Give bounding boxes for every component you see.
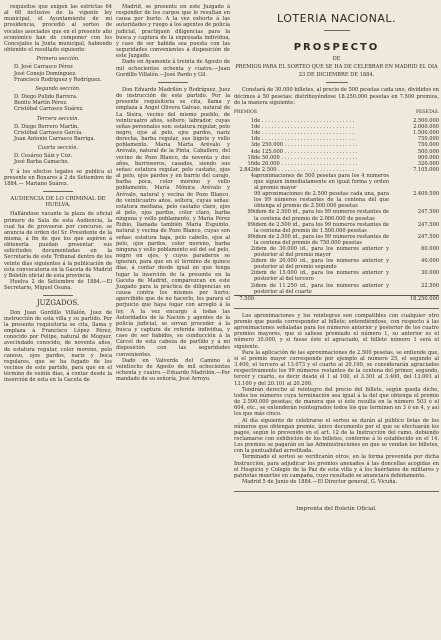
prospect-body [234, 313, 439, 485]
prize-description: ídem de 2.500 íd., para los 99 números restantes de la centena del premio de 1.500.000 pesetas [254, 221, 389, 234]
name-line: D. Diego Borrero Martín. [14, 123, 79, 130]
name-line: Francisco Rodríguez y Rodríguez. [14, 76, 102, 83]
name-line: Juan Antonio Carrasco Barriga. [14, 135, 96, 142]
divider [43, 295, 73, 296]
prize-row [234, 258, 439, 270]
prize-amount: 30.000 [421, 270, 439, 277]
section-heading: Segunda sección. [35, 85, 81, 92]
requisitoria-signature: Dado en Ayamonte á treinta de Agosto de mil ochocientos ochenta y cuatro.—Juan Gordillo Villalón.—José Pardo y Gil. [116, 59, 230, 78]
section-heading: Cuarta sección. [37, 145, 79, 152]
section-heading: Primera sección. [36, 56, 80, 63]
prize-amount: 60.000 [421, 246, 439, 252]
prize-count: 1 [250, 118, 254, 125]
prize-count: 2 [250, 258, 254, 265]
prize-description: de 20.000 . . . . . . . . . . . . . . . . . . . . . . . . [254, 160, 358, 167]
prize-row [234, 222, 439, 234]
juzgados-heading: JUZGADOS. [36, 299, 80, 308]
prize-amount: 750.000 [417, 136, 439, 143]
prize-amount: 40.000 [421, 258, 439, 265]
prize-amount: 320.000 [417, 160, 439, 167]
prospect-paragraph: Al día siguiente de celebrarse el sorteo se darán al público listas de los números que obtengan premio, único documento por el que se efectuarán los pagos, según lo prevenido en el art. 12 de la Instrucción del ramo, debiendo reclamarse con exhibición de los billetes, conforme á lo establecido en el 14. Los premios se pagarán en las Administraciones en que se vendan los billetes, con la puntualidad acreditada. [234, 417, 439, 455]
divider [234, 491, 439, 492]
prize-description: de 2.500 . . . . . . . . . . . . . . . . . . . . . . . . [254, 166, 355, 173]
column-middle [116, 4, 230, 382]
prize-count: 1 [250, 124, 254, 131]
prize-count: 99 [247, 221, 254, 228]
prize-description: de 250.000 . . . . . . . . . . . . . . . . . . . . . . . [254, 142, 358, 149]
prize-row [234, 283, 439, 296]
prize-amount: 750.000 [417, 142, 439, 149]
prize-amount: 22.500 [421, 282, 439, 289]
prospect-intro: Constará de 30.000 billetes, al precio de 500 pesetas cada uno, divididos en décimos á 50 pesetas; distribuyéndose 18.250.000 pesetas en 7.500 premios, de la manera siguiente: [234, 87, 439, 106]
printer-footer: Imprenta del Boletín Oficial. [296, 506, 377, 513]
prize-count: 18 [247, 154, 254, 161]
requisitoria-text: Don Eduardo Madrilón y Rodríguez, Juez de instrucción de este partido. Por la presente requisitoria se cita, llama y emplaza á Angel Olivera Galvao, natural de La Sisira, vecino del mismo pueblo, de veinticuatro años, soltero, labrador, cuyas señas personales son: estatura regular, pelo negro, ojos al pelo, ojos pardos, nariz derecha, barba regular, sus bigote y vello poblamento. María Marta Arévalo y Arévalo, natural de la Pinta, Caballero, del vecino de Pozo Blanco, de noventa y dos años, barrioseros, casados, siendo sus señas: estatura regular, pelo castaño, ojos al pelo, ojos pardos y en barrio del carajo, barba poca, color moreno y vello poblamento, María Mónica Arévalo y Arévalo, natural y vecina de Pozo Blanco, de veinticuatro años, soltera, cuyas señas: estatura mediana, pelo castaño claro, ojos al pelo, ojos pardos, color claro, barba ninguna y vello poblamento, y María Pérez Rubio, llamada también María Esguinto, natural y vecina de Pozo Blanco, cuyas son señas: estatura baja, pelo cabello, ojos al pelo, ojos pardos, color moreno, barba ninguna y vello poblamento sol del sol pelo, negro en ojos, y cuyos paraderos se ignoran, para que en el término de quince días, á contar desde igual en que tenga lugar la inserción de la presente en la Gaceta de Madrid, comparezcan en este Juzgado para la práctica de diligencias en causa contra los mismos por hurto; apercibido que de no hacerlo, les parará el perjuicio que haya lugar con arreglo á la ley. A la vez encargo á todas las Autoridades de la Nación y agentes de la policía judicial, se sirvan proceder á la busca y captura de referida individua, y caso de ser habidos, su conducción á la Cárcel de esta cabeza de partido y á mi disposición con las seguridades convenientes. [116, 86, 230, 358]
subtitle-de: DE [332, 56, 341, 62]
divider [326, 82, 348, 83]
prize-amount: 2.000.000 [413, 124, 439, 131]
audiencia-signature: Huelva 2 de Setiembre de 1884.—El Secretario, Miguel Osuna. [4, 279, 112, 292]
prize-header: PREMIOS. [234, 109, 259, 115]
name-line: D. José Carrasco Pérez [14, 64, 73, 71]
total-amount: 18.250.000 [409, 295, 439, 302]
prize-description: ídem de 11.250 íd., para los números anterior y posterior al del cuarto [254, 282, 389, 295]
name-line: D. Cesáreo Sáiz y Coz. [14, 153, 73, 160]
prize-amount: 1.500.000 [413, 130, 439, 137]
prize-amount: 247.500 [417, 233, 439, 240]
prospect-paragraph: Madrid 5 de Junio de 1884.—El Director general, G. Vicuña. [242, 479, 398, 486]
prize-row [234, 246, 439, 258]
prospect-paragraph: Para la aplicación de las aproximaciones de 2.500 pesetas, se entiende que, si el premio mayor corresponde por ejemplo al número 25, el segundo al 3.400, el tercero al 13.073 y el cuarto al 20.199, se considerarán agraciados respectivamente los 99 números restantes de la centena del primer, segundo, tercer y cuarto, es decir desde el 1 al 100, el 3.301 al 3.400, del 13.001 al 13.100 y del 20.101 al 20.200. [234, 349, 439, 387]
section-heading: Tercera sección. [36, 115, 80, 122]
name-line: Cristóbal Carrasco García. [14, 129, 83, 136]
prospect-paragraph: Terminado el sorteo se verificarán otros, en la forma prevenida por dicha Instrucción, para adjudicar los premios anexados á las doncellas acogidas en el Hospicio y Colegio de la Paz de esta villa y á los huérfanos de militares y patriotas muertos en campaña, cuyo resultado se anunciará debidamente. [234, 454, 439, 479]
total-count: 7.500 [239, 295, 254, 302]
prize-table [234, 110, 439, 302]
prize-count: 99 [247, 209, 254, 216]
requisitoria-signature: Dado en Valverde del Camino á veintiocho de Agosto de mil ochocientos ochenta y cuatro.—Eduardo Madrilón.—Por mandado de su señoría, José Arroyo. [116, 357, 230, 383]
prize-count: 2 [250, 282, 254, 289]
prize-count: 4 [250, 172, 254, 179]
audiencia-heading: AUDIENCIA DE LO CRIMINAL DE HUELVA. [10, 196, 106, 209]
prize-description: ídem de 15.000 íd., para los números anterior y posterior al del tercero [254, 270, 389, 283]
column-right [234, 4, 439, 512]
prize-amount: 2.500.000 [413, 118, 439, 125]
prize-count: 1 [250, 136, 254, 143]
name-line: Benito Martín Pérez. [14, 100, 68, 107]
loteria-title: LOTERIA NACIONAL. [277, 12, 396, 25]
prize-amount: 247.500 [417, 221, 439, 228]
divider [43, 191, 73, 192]
name-line: D. Diego Pulido Barrera. [14, 94, 78, 101]
audiencia-text: Hallándose vacante la plaza de oficial primero de Sala de esta Audiencia, la cual ha de proveerse por concurso, se anuncia de órden del Sr. Presidente de la misma, á fin de que los que aspiren á obtenerla puedan presentar sus solicitudes documentadas en la Secretaría de este Tribunal dentro de los veinte días siguientes á la publicación de esta convocatoria en la Gaceta de Madrid y Boletín oficial de esta provincia. [4, 211, 112, 279]
prize-description: de 125.000 . . . . . . . . . . . . . . . . . . . . . . . [254, 148, 358, 155]
prize-count: 99 [247, 233, 254, 240]
requisitoria-text: Madrid, se presente en este Juzgado á responder de los cargos que le resultan en causa por hurto. A la vez exhorto á las autoridades y ruego á los agentes de policía judicial, practiquen diligencias para la busca y captura de la expresada individua, y caso de ser habida sea puesta con las seguridades convenientes á disposición de este Juzgado. [116, 4, 230, 60]
prize-description: aproximaciones de 500 pesetas para los 4 números que siguen inmediatamente en igual forma y orden al premio mayor [254, 172, 389, 192]
prize-amount: 247.500 [417, 209, 439, 216]
closing-paragraph: Y á los efectos legales se publica el presente en Bonares á 2 de Setiembre de 1884.— Mariano Suárez. [4, 168, 112, 187]
prize-amount: 900.000 [417, 154, 439, 161]
name-line: Cristóbal Carrasco Suárez. [14, 106, 84, 113]
prize-description: de . . . . . . . . . . . . . . . . . . . . . . . . . . . . . [254, 124, 355, 131]
prize-row [234, 234, 439, 246]
prize-description: de 50.000 . . . . . . . . . . . . . . . . . . . . . . . . [254, 154, 358, 161]
prize-description: de . . . . . . . . . . . . . . . . . . . . . . . . . . . . . [254, 136, 355, 143]
name-line: José Barba Camacho. [14, 159, 70, 166]
prize-description: de . . . . . . . . . . . . . . . . . . . . . . . . . . . . . [254, 130, 355, 137]
pesetas-header: PESETAS. [415, 109, 439, 115]
prize-row [234, 173, 439, 191]
prize-amount: 2.409.500 [413, 191, 439, 198]
prize-count: 2 [250, 246, 254, 252]
subtitle-line: 23 DE DICIEMBRE DE 1884. [298, 72, 375, 79]
subtitle-line: PREMIOS PARA EL SORTEO QUE SE HA DE CELEBRAR EN MADRID EL DIA [235, 64, 438, 71]
column-left [4, 4, 112, 383]
prospect-paragraph: Los aproximaciones y los reintegros son compatibles con cualquier otro premio que pueda corresponder al billete; entendiéndose, con respecto á las aproximaciones señaladas para los números anterior y posterior de los cuatro premios mayores, que si saliese premiado el número 1, su anterior es el número 30.000, y si fuese éste el agraciado, el billete número 1 será el siguiente. [234, 312, 439, 350]
prize-description: ídem de 20.000 íd., para los números anterior y posterior al del premio segundo [254, 258, 389, 271]
prize-row [234, 191, 439, 209]
prize-description: 99 aproximaciones de 2.500 pesetas cada una, para los 99 números restantes de la centena del que obtenga el premio de 2.500.000 pesetas [254, 191, 389, 210]
prize-count: 16 [247, 160, 254, 167]
divider [234, 308, 439, 309]
prize-count: 1 [250, 130, 254, 137]
divider [324, 30, 350, 31]
prize-count [234, 191, 254, 209]
prize-amount: 500.000 [417, 148, 439, 155]
municipal-intro: requisitos que exigen las estrictas 64 al 68 inclusive de la vigente ley municipal, el Ayuntamiento de mi presidencia, procedió al sorteo de vocales asociados que en el presente año económico han de componer con los Concejales la Junta municipal, habiendo obtenido el resultado siguiente: [4, 4, 112, 54]
prize-count: 2.842 [239, 166, 254, 173]
prize-row [234, 270, 439, 282]
prize-description: de . . . . . . . . . . . . . . . . . . . . . . . . . . . . . [254, 118, 355, 125]
prize-description: ídem de 2.500 íd., para los 99 números restantes de la centena del premio de 750.000 pesetas [254, 233, 389, 246]
prize-amount [389, 173, 439, 191]
juzgados-text: Don Juan Gordillo Villalón, Juez de instrucción de esta villa y su partido. Por la presente requisitoria se cita, llama y emplaza á Francisco López Pérez, conocido por Felipe, natural de Moguer, avecindado conocido, de noventa años, de estatura regular, color moreno, pelo canoso, ojos pardos, nariz y boca regulares, que se ha fugado de los vecinos de este partido, para que en el término de veinte días, á contar desde la inserción de esta en la Gaceta de [4, 309, 112, 384]
prize-description: ídem de 2.500 íd., para los 99 números restantes de la centena del premio de 2.000.000 de pesetas [254, 209, 389, 222]
prize-count: 4 [250, 148, 254, 155]
prospecto-title: PROSPECTO [293, 42, 380, 53]
prize-description: ídem de 30.000 íd., para los números anterior y posterior al del premio mayor [254, 246, 389, 259]
prize-row [234, 209, 439, 221]
prize-count: 2 [250, 270, 254, 277]
divider [158, 82, 188, 83]
prize-count: 3 [250, 142, 254, 149]
prize-amount: 7.105.000 [413, 166, 439, 173]
prospect-paragraph: Tendrán derecho al reintegro del precio del billete, según queda dicho, todos los números cuya terminación sea igual á la del que obtenga el premio de 2.500.000 pesetas; de manera que si éste resulta en la número 503 ó el 604, etc., se entenderán reintegrados todos los que terminen en 3 ó en 4, y así los que más cinco. [234, 386, 439, 418]
name-line: José Conejo Domínguez. [14, 70, 77, 77]
